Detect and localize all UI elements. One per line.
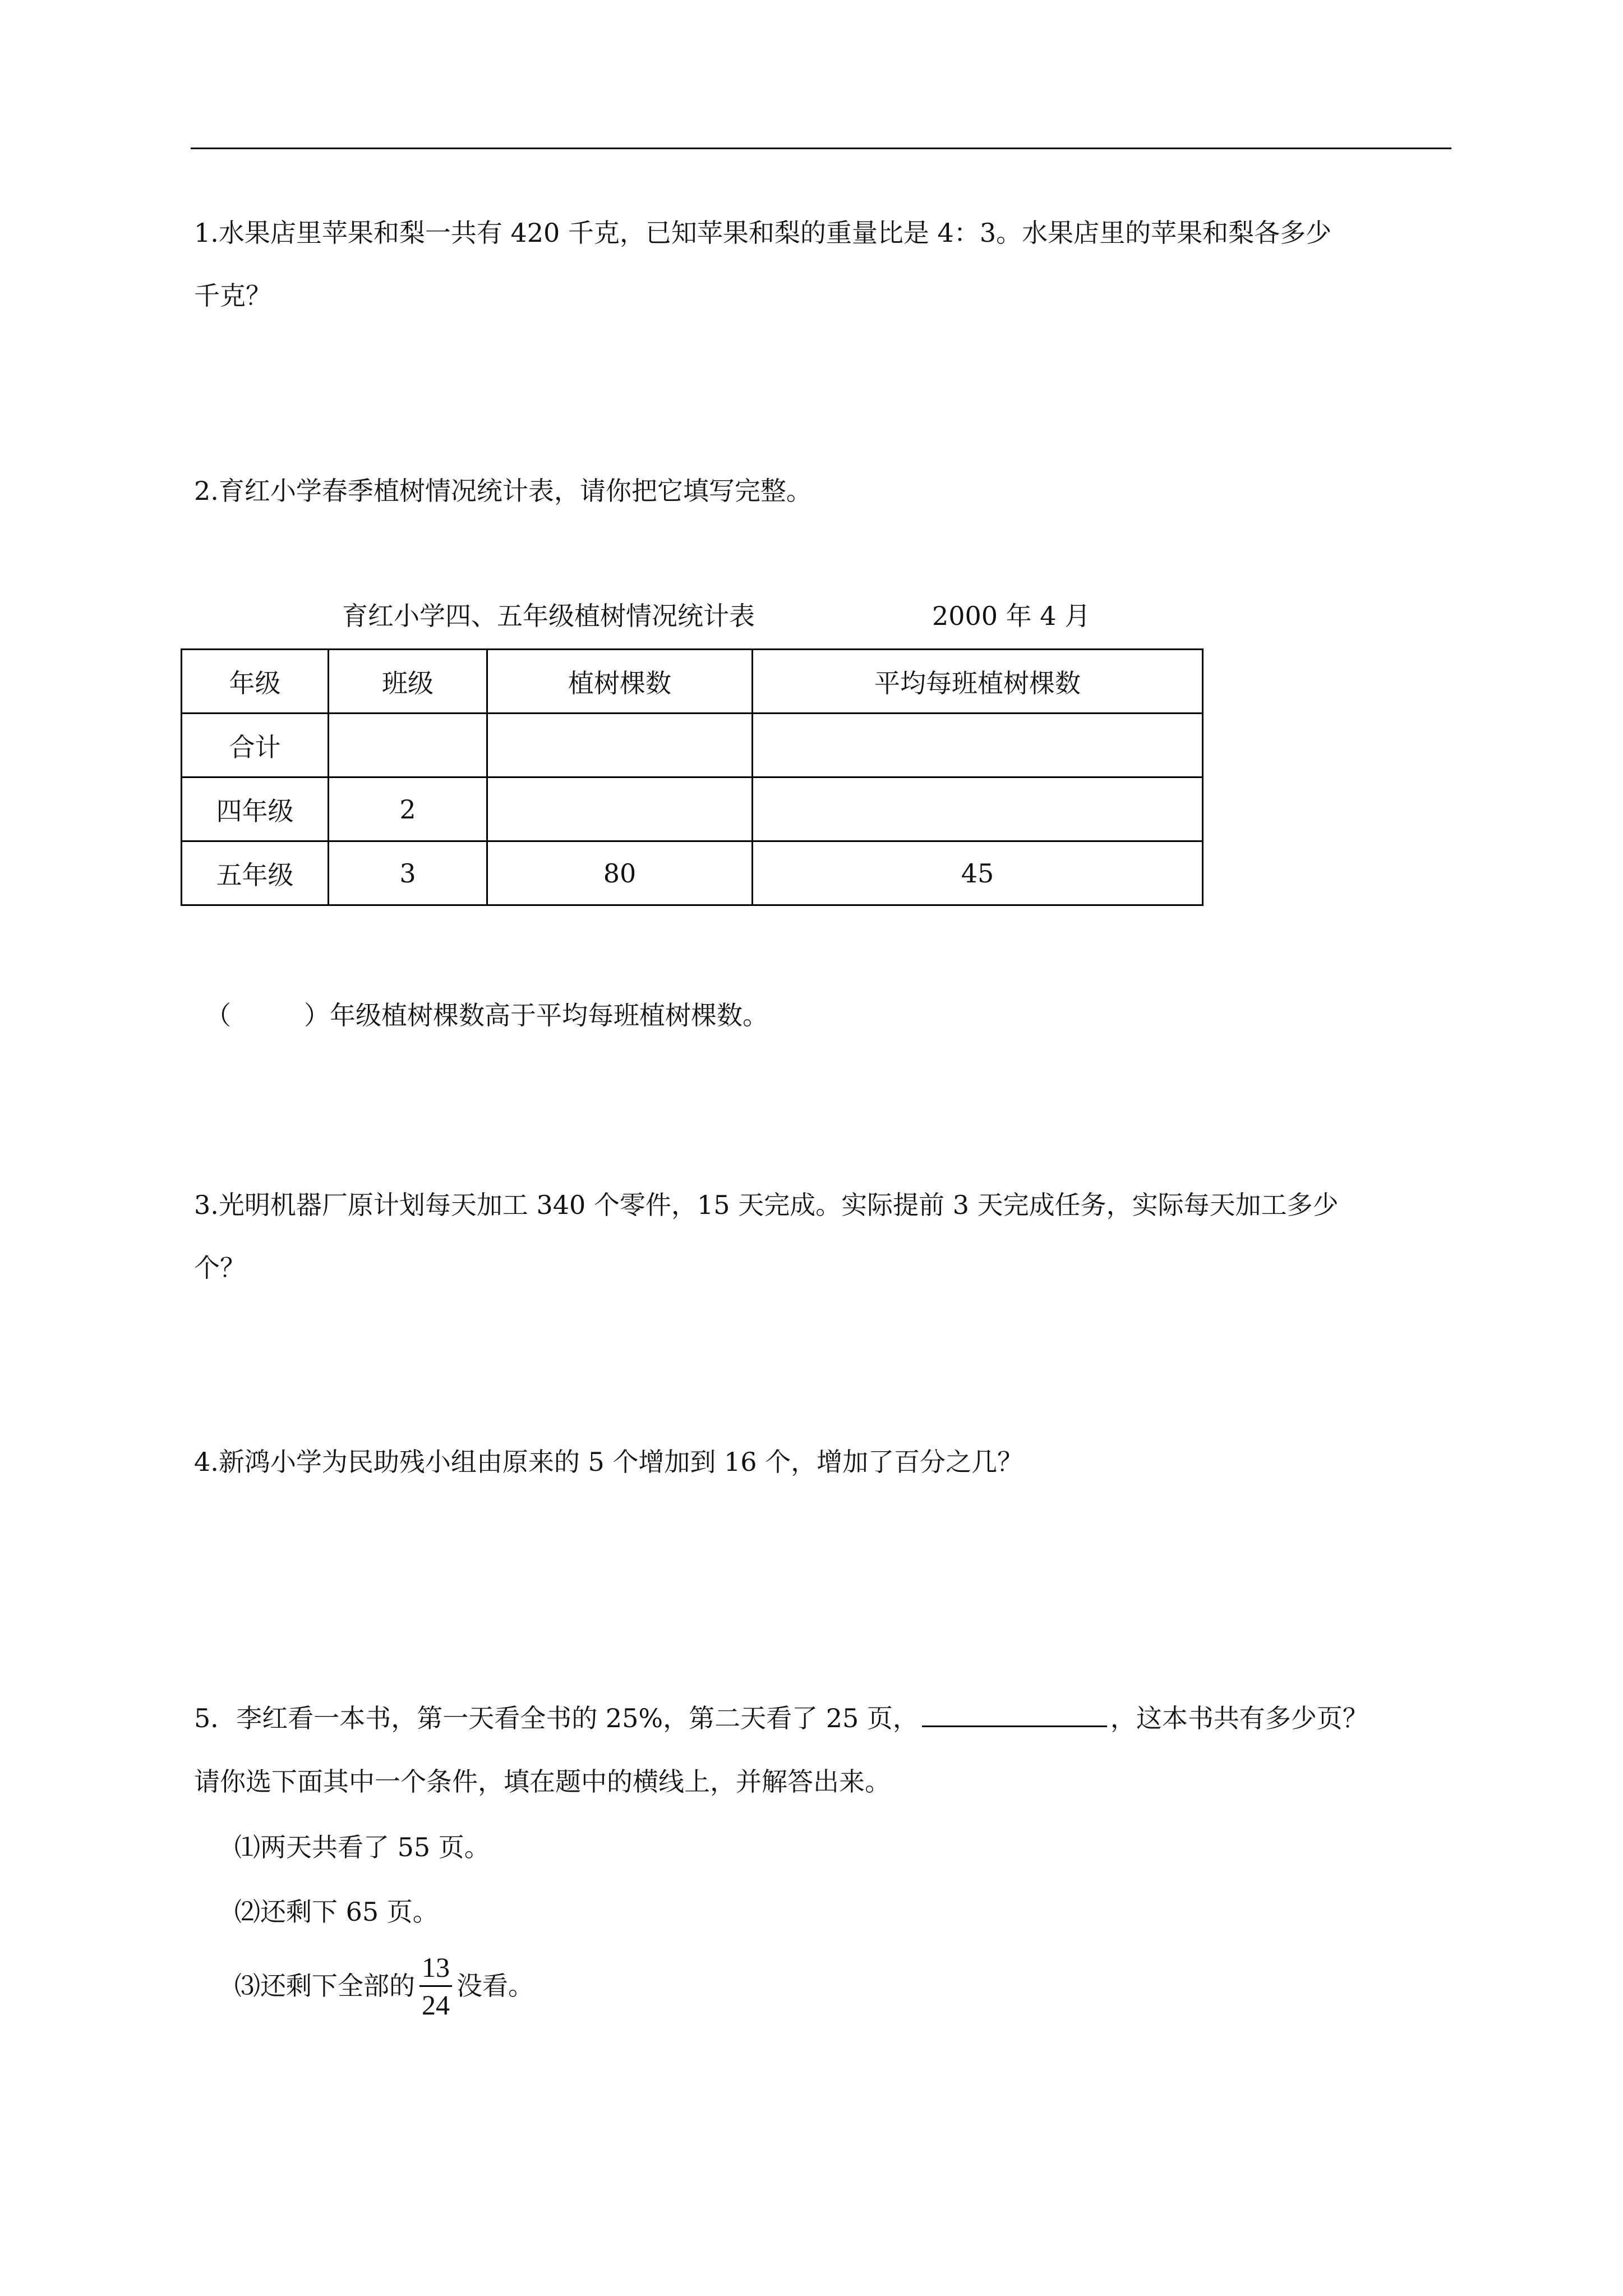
fill-open-bracket: （: [205, 1000, 231, 1030]
option-3: [234, 1941, 534, 2031]
question-3-line-1: 3.光明机器厂原计划每天加工 340 个零件，15 天完成。实际提前 3 天完成任务，实际每天加工多少: [194, 1190, 1339, 1220]
header-grade: 年级: [182, 650, 329, 714]
table-row-grade5: [182, 841, 1203, 905]
table-row-grade4: [182, 777, 1203, 841]
table-caption-date: 2000 年 4 月: [932, 601, 1091, 631]
header-rule: [191, 148, 1451, 149]
option-3-text-a: ⑶还剩下全部的: [234, 1971, 415, 2001]
cell-class: 3: [329, 841, 487, 905]
header-trees: 植树棵数: [487, 650, 753, 714]
planting-stats-table: [181, 648, 1204, 906]
question-1-line-2: 千克？: [194, 280, 271, 311]
question-5-line-2: 请你选下面其中一个条件，填在题中的横线上，并解答出来。: [194, 1766, 891, 1797]
fraction: [419, 1952, 452, 2021]
header-class: 班级: [329, 650, 487, 714]
cell-class[interactable]: [329, 714, 487, 777]
question-3-line-2: 个？: [194, 1253, 246, 1283]
cell-trees[interactable]: [487, 777, 753, 841]
cell-trees: 80: [487, 841, 753, 905]
question-4-text: 4.新鸿小学为民助残小组由原来的 5 个增加到 16 个，增加了百分之几？: [194, 1447, 1023, 1477]
question-2-text: 2.育红小学春季植树情况统计表，请你把它填写完整。: [194, 476, 812, 506]
table-header-row: [182, 650, 1203, 714]
cell-grade: 四年级: [182, 777, 329, 841]
cell-average: 45: [753, 841, 1203, 905]
table-caption-title: 育红小学四、五年级植树情况统计表: [342, 601, 755, 631]
fill-sentence-text: ）年级植树棵数高于平均每班植树棵数。: [304, 1000, 768, 1030]
cell-trees[interactable]: [487, 714, 753, 777]
fraction-denominator: 24: [422, 1989, 450, 2021]
question-1-line-1: 1.水果店里苹果和梨一共有 420 千克，已知苹果和梨的重量比是 4：3。水果店里的苹果和梨各多少: [194, 218, 1332, 248]
option-1: ⑴两天共看了 55 页。: [234, 1832, 490, 1862]
option-2: ⑵还剩下 65 页。: [234, 1897, 439, 1927]
header-average: 平均每班植树棵数: [753, 650, 1203, 714]
table-row-total: [182, 714, 1203, 777]
question-2-fill-sentence: [205, 999, 768, 1032]
cell-class: 2: [329, 777, 487, 841]
question-5-line-1: [194, 1701, 1368, 1735]
condition-blank[interactable]: [922, 1701, 1107, 1727]
question-5-text-a: 5．李红看一本书，第一天看全书的 25%，第二天看了 25 页，: [194, 1703, 919, 1733]
question-5-text-b: ，这本书共有多少页？: [1110, 1703, 1368, 1733]
fraction-numerator: 13: [419, 1952, 452, 1987]
cell-average[interactable]: [753, 714, 1203, 777]
option-3-text-b: 没看。: [457, 1971, 534, 2001]
cell-grade: 合计: [182, 714, 329, 777]
cell-average[interactable]: [753, 777, 1203, 841]
cell-grade: 五年级: [182, 841, 329, 905]
